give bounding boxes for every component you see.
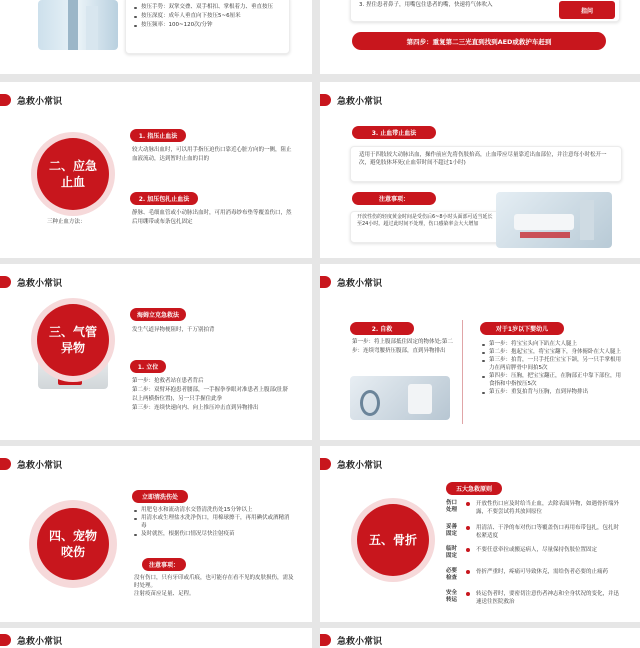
slide-next-right <box>320 628 640 648</box>
principle-row <box>446 524 622 540</box>
header-flag-icon <box>320 94 331 106</box>
slide-header <box>320 456 382 472</box>
heimlich-pill: 海姆立克急救法 <box>130 308 186 321</box>
bleeding-caption: 三种止血方法： <box>47 219 86 225</box>
note-text: 注射疫苗应足量、足程。 <box>134 591 195 597</box>
slide-header <box>0 456 62 472</box>
ward-photo <box>496 192 612 248</box>
method2-pill: 2. 加压包扎止血法 <box>130 192 198 205</box>
slide-self-rescue <box>320 264 640 440</box>
list-item: 按压深度：成年人垂直向下按压5~6厘米 <box>134 12 281 21</box>
bullet-icon <box>466 548 470 552</box>
header-title: 急救小常识 <box>17 278 63 289</box>
list-item: 用清水或生理盐水洗净伤口，用棉球擦干，再用碘伏或酒精消毒 <box>134 514 294 530</box>
slide-header <box>0 632 62 648</box>
principles-list <box>446 500 622 610</box>
standing-steps <box>132 377 292 413</box>
slide-pet-bite <box>0 446 312 622</box>
principle-label: 伤口处理 <box>446 500 458 513</box>
principle-label: 临时固定 <box>446 546 458 559</box>
fracture-circle: 五、骨折 <box>357 504 429 576</box>
infant-steps <box>482 340 622 396</box>
self-rescue-text: 第一步：将上腹部抵住固定的物体处;第二步：连续弯腰挤压腹部，直到异物排出 <box>352 339 453 354</box>
header-flag-icon <box>320 634 331 646</box>
step4-banner: 第四步：重复第二三光直到找到AED或救护车赶到 <box>352 32 606 50</box>
header-title: 急救小常识 <box>337 96 383 107</box>
header-flag-icon <box>320 276 331 288</box>
principle-label: 妥善固定 <box>446 524 458 537</box>
medical-tools-photo <box>350 376 450 420</box>
list-item: 第三步：拍背，一只手托住宝宝下颌，另一只手掌根用力在两肩胛骨中间拍5次 <box>482 356 622 372</box>
list-item: 第一步：将宝宝头向下趴在大人腿上 <box>482 340 622 348</box>
bleeding-circle: 二、应急 止血 <box>37 138 109 210</box>
bullet-icon <box>466 570 470 574</box>
step-text: 第三步：连续快速向内、向上推压冲击直到异物排出 <box>132 405 259 411</box>
bullet-icon <box>466 526 470 530</box>
tourniquet-card <box>350 146 622 182</box>
list-item: 第二步：抱起宝宝，将宝宝翻下，身体俯卧在大人腿上 <box>482 348 622 356</box>
principle-desc: 不要任意牵拉或搬运病人，尽量保持伤肢位置固定 <box>476 547 598 553</box>
compression-card <box>125 0 290 54</box>
tourniquet-text: 适用于四肢较大动脉出血，操作前应先将伤肢抬高，止血带应尽量靠近出血部位，并注意每小时松开一次，避免肢体坏死(止血带时间不超过1小时) <box>359 152 607 166</box>
header-flag-icon <box>0 458 11 470</box>
list-item: 按压手势：双掌交叠、双手相扣、掌根着力、垂直按压 <box>134 3 281 12</box>
list-item: 第四步：压胸，把宝宝翻正，在胸部正中靠下部位，用食指和中指按压5次 <box>482 372 622 388</box>
header-title: 急救小常识 <box>17 460 63 471</box>
header-title: 急救小常识 <box>337 636 383 647</box>
method1-pill: 1. 指压止血法 <box>130 129 186 142</box>
principle-desc: 转运伤者时，要密切注意伤者神志和全身状况的变化，并迅速送往医院救治 <box>476 591 620 605</box>
step-text: 第二步：双臂环抱患者腰部，一手握拳拳眼对准患者上腹部(肚脐以上两横指位置)，另一只手握住此拳 <box>132 387 289 402</box>
pet-bite-circle: 四、宠物 咬伤 <box>37 508 109 580</box>
compression-list <box>134 3 281 30</box>
principle-label: 必要检查 <box>446 568 458 581</box>
hospital-photo <box>38 0 118 50</box>
slide-next-left <box>0 628 312 648</box>
slide-header <box>0 274 62 290</box>
bullet-icon <box>466 592 470 596</box>
slide-cpr-breathing <box>320 0 640 74</box>
principle-desc: 用清洁、干净的布对伤口等覆盖伤口再用布带包扎，包扎时松紧适度 <box>476 525 620 539</box>
list-item: 按压频率：100~120次/分钟 <box>134 21 281 30</box>
standing-pill: 1. 立位 <box>130 360 166 373</box>
slide-header <box>320 274 382 290</box>
breathing-text: 3. 捏住患者鼻子，用嘴包住患者的嘴，快速将气体吹入 <box>359 2 493 8</box>
principle-row <box>446 500 622 516</box>
principle-desc: 骨折严重时，疼痛可导致休克，需给伤者必要的止痛药 <box>476 569 609 575</box>
principle-row <box>446 590 622 606</box>
slide-cpr-compression <box>0 0 312 74</box>
method1-text: 较大动脉出血时，可以用手指压迫伤口靠近心脏方向的一侧，阻止血液流动，达到暂时止血的目的 <box>132 147 292 162</box>
slide-bleeding <box>0 82 312 258</box>
notes-text: 开放性伤的轻度黄金时间是受伤后6~8小时头面部可适当延长至24小时。超过此时间不处理，伤口感染率会大大增加 <box>357 214 493 227</box>
list-item: 用肥皂水和流动清水交替清洗伤处15分钟以上 <box>134 506 294 514</box>
pet-notes <box>134 574 294 598</box>
divider <box>462 320 463 424</box>
method3-pill: 3. 止血带止血法 <box>352 126 436 139</box>
header-title: 急救小常识 <box>337 460 383 471</box>
wash-steps <box>134 506 294 538</box>
breathing-card <box>350 0 620 22</box>
header-flag-icon <box>0 94 11 106</box>
principle-row <box>446 568 622 582</box>
method2-text: 静脉、毛细血管或小动脉出血时，可用消毒纱布垫等覆盖伤口，然后用绷带或布条包扎固定 <box>132 210 292 225</box>
wash-pill: 立即清洗伤处 <box>132 490 188 503</box>
header-flag-icon <box>0 634 11 646</box>
slide-header <box>0 92 62 108</box>
slide-header <box>320 92 382 108</box>
slide-airway <box>0 264 312 440</box>
note-text: 没有伤口，只有牙印或爪痕，也可能存在看不见的皮肤损伤，需及时处理。 <box>134 575 294 589</box>
list-item: 及时就医，根据伤口情况尽快注射疫苗 <box>134 530 294 538</box>
hint-button[interactable]: 指问 <box>559 1 615 19</box>
bullet-icon <box>466 502 470 506</box>
principle-desc: 开放性伤口应及时给当止血，去除表面异物，如遇骨折端外露，不要尝试将其放回原位 <box>476 501 620 515</box>
principle-label: 安全转运 <box>446 590 458 603</box>
heimlich-text: 发生气道异物梗阻时，千万别拍背 <box>132 327 215 333</box>
airway-circle: 三、气管 异物 <box>37 304 109 376</box>
self-rescue-pill: 2. 自救 <box>350 322 414 335</box>
principles-pill: 五大急救原则 <box>446 482 502 495</box>
header-title: 急救小常识 <box>337 278 383 289</box>
principle-row <box>446 546 622 560</box>
slide-header <box>320 632 382 648</box>
infant-pill: 对于1岁以下婴幼儿 <box>480 322 564 335</box>
notes-pill: 注意事项： <box>352 192 436 205</box>
slide-fracture <box>320 446 640 622</box>
header-flag-icon <box>320 458 331 470</box>
header-flag-icon <box>0 276 11 288</box>
step-text: 第一步：抢救者站在患者背后 <box>132 378 204 384</box>
list-item: 第五步：重复拍背与压胸，直到异物排出 <box>482 388 622 396</box>
pet-notes-pill: 注意事项： <box>142 558 186 571</box>
header-title: 急救小常识 <box>17 96 63 107</box>
notes-card <box>350 211 510 243</box>
slide-tourniquet <box>320 82 640 258</box>
header-title: 急救小常识 <box>17 636 63 647</box>
